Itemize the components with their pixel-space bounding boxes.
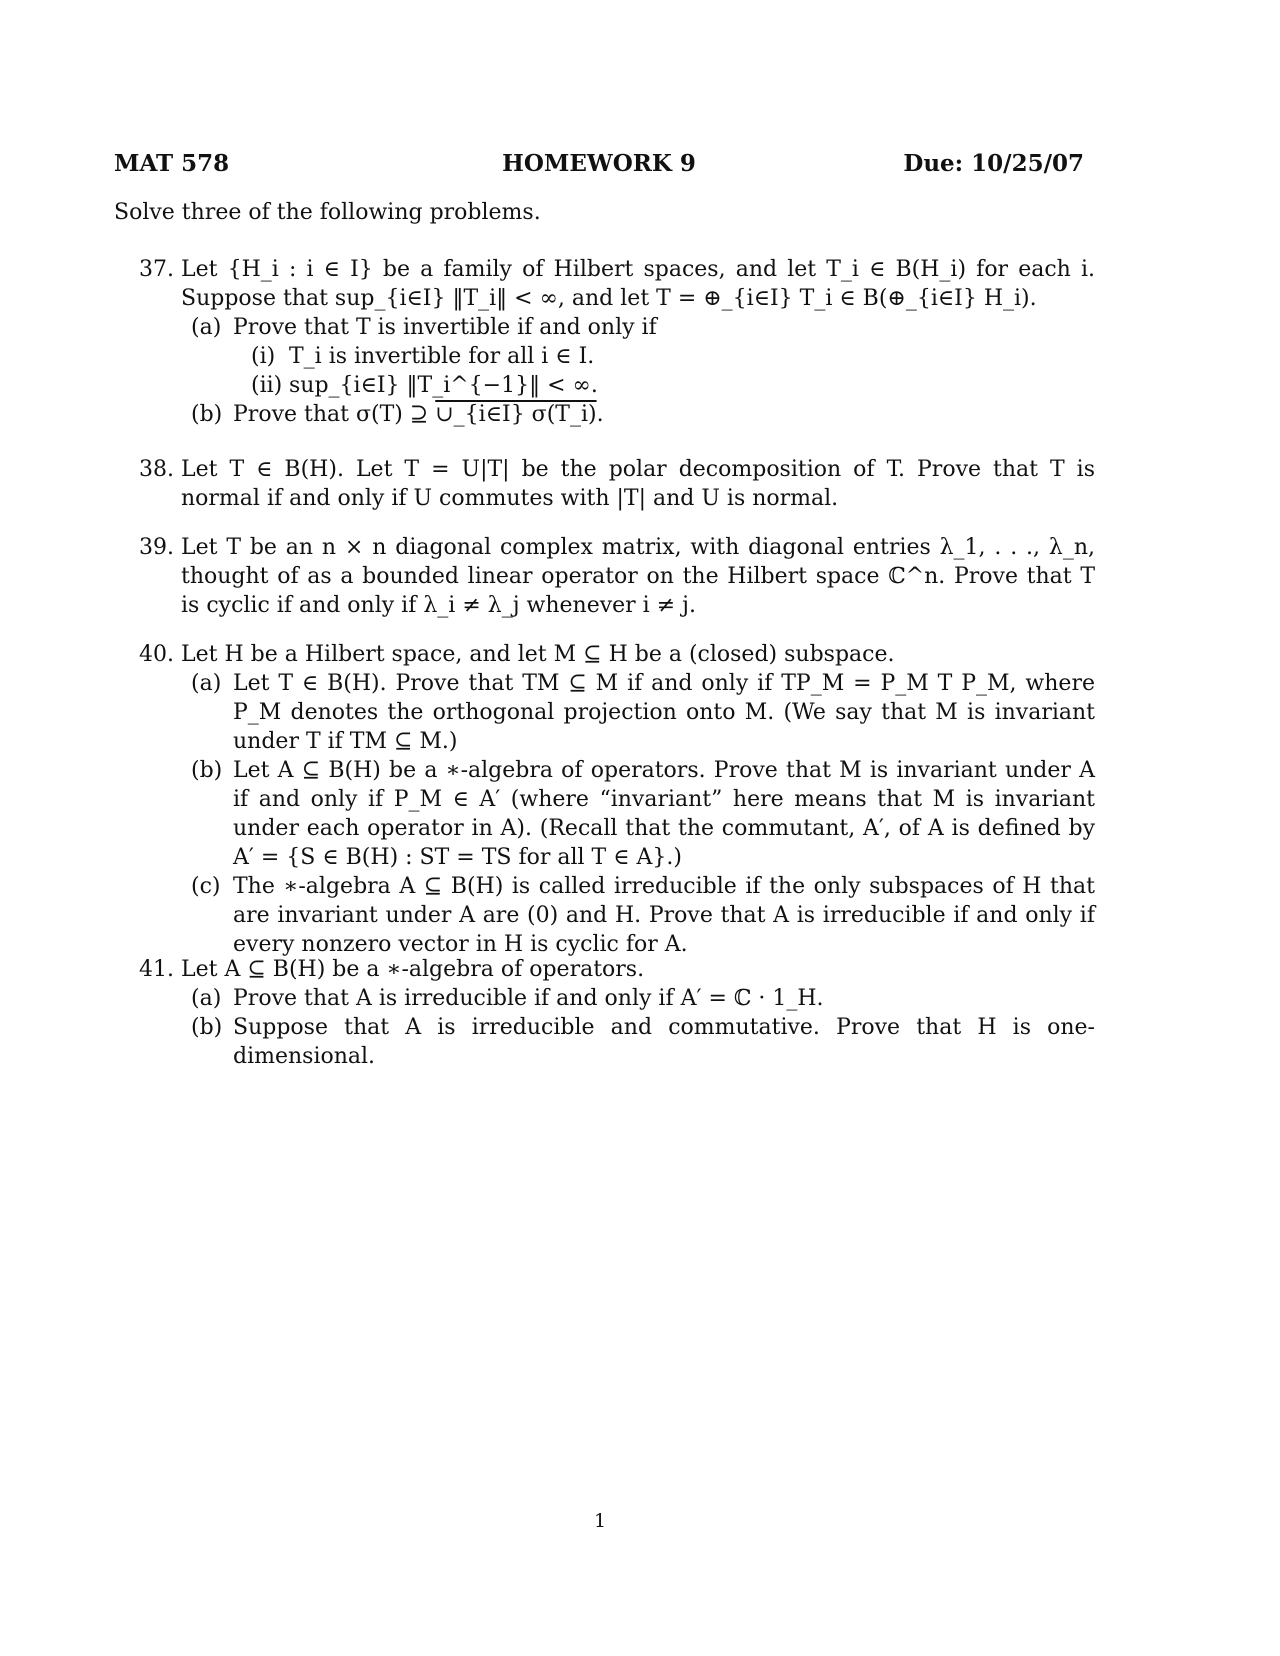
- page-header: [114, 150, 1084, 182]
- problem-number: 41.: [139, 957, 174, 982]
- problem-text: Let A ⊆ B(H) be a ∗-algebra of operators.: [181, 957, 645, 982]
- part-a: [191, 313, 1095, 342]
- part-label: (b): [191, 1015, 223, 1040]
- part-text-suffix: .: [596, 402, 604, 427]
- part-label: (b): [191, 758, 223, 783]
- part-text: Prove that T is invertible if and only if: [233, 315, 657, 340]
- part-text: The ∗-algebra A ⊆ B(H) is called irreducible if the only subspaces of H that are invariant under A are (0) and H. Prove that A is irreducible if and only if every nonzero vector in H is cyclic for A.: [233, 874, 1095, 957]
- part-text: Let A ⊆ B(H) be a ∗-algebra of operators. Prove that M is invariant under A if and only if P_M ∈ A′ (where “invariant” here means that M is invariant under each operator in A). (Recall that the commutant, A′, of A is defined by A′ = {S ∈ B(H) : ST = TS for all T ∈ A}.): [233, 758, 1095, 870]
- subpart-text: sup_{i∈I} ‖T_i^{−1}‖ < ∞.: [289, 373, 598, 398]
- course-code: MAT 578: [114, 150, 230, 177]
- problem-number: 37.: [139, 257, 174, 282]
- due-date: Due: 10/25/07: [903, 150, 1084, 177]
- part-a: [191, 984, 1095, 1013]
- problem-40: [139, 640, 1095, 959]
- closure-expression: ∪_{i∈I} σ(T_i): [435, 402, 597, 427]
- part-b: [191, 756, 1095, 872]
- subpart-label: (ii): [251, 373, 283, 398]
- part-label: (b): [191, 402, 223, 427]
- part-text: Prove that A is irreducible if and only if A′ = ℂ · 1_H.: [233, 986, 824, 1011]
- document-title: HOMEWORK 9: [502, 150, 696, 177]
- subpart-i: [251, 342, 1095, 371]
- part-label: (a): [191, 671, 222, 696]
- instructions: Solve three of the following problems.: [114, 200, 541, 225]
- problem-41: [139, 955, 1095, 1071]
- part-text: Let T ∈ B(H). Prove that TM ⊆ M if and only if TP_M = P_M T P_M, where P_M denotes the orthogonal projection onto M. (We say that M is invariant under T if TM ⊆ M.): [233, 671, 1095, 754]
- subpart-text: T_i is invertible for all i ∈ I.: [289, 344, 595, 369]
- part-a: [191, 669, 1095, 756]
- part-b: [191, 1013, 1095, 1071]
- problem-number: 40.: [139, 642, 174, 667]
- problem-39: [139, 533, 1095, 620]
- problem-number: 39.: [139, 535, 174, 560]
- subpart-label: (i): [251, 344, 276, 369]
- part-c: [191, 872, 1095, 959]
- problem-37: [139, 255, 1095, 429]
- part-label: (a): [191, 315, 222, 340]
- problem-text: Let T be an n × n diagonal complex matrix, with diagonal entries λ_1, . . ., λ_n, thought of as a bounded linear operator on the Hilbert space ℂ^n. Prove that T is cyclic if and only if λ_i ≠ λ_j whenever i ≠ j.: [181, 535, 1095, 618]
- part-text-prefix: Prove that σ(T) ⊇: [233, 402, 436, 427]
- part-text: Suppose that A is irreducible and commutative. Prove that H is one-dimensional.: [233, 1015, 1095, 1069]
- problem-38: [139, 455, 1095, 513]
- page-number: 1: [593, 1510, 607, 1532]
- part-text: [233, 400, 1095, 429]
- problem-number: 38.: [139, 457, 174, 482]
- problem-text: Let H be a Hilbert space, and let M ⊆ H be a (closed) subspace.: [181, 642, 895, 667]
- part-label: (a): [191, 986, 222, 1011]
- problem-text: Let T ∈ B(H). Let T = U|T| be the polar decomposition of T. Prove that T is normal if and only if U commutes with |T| and U is normal.: [181, 457, 1095, 511]
- part-label: (c): [191, 874, 221, 899]
- problem-text: Let {H_i : i ∈ I} be a family of Hilbert spaces, and let T_i ∈ B(H_i) for each i. Suppose that sup_{i∈I} ‖T_i‖ < ∞, and let T = ⊕_{i∈I} T_i ∈ B(⊕_{i∈I} H_i).: [181, 257, 1095, 311]
- part-b: [191, 400, 1095, 429]
- subpart-ii: [251, 371, 1095, 400]
